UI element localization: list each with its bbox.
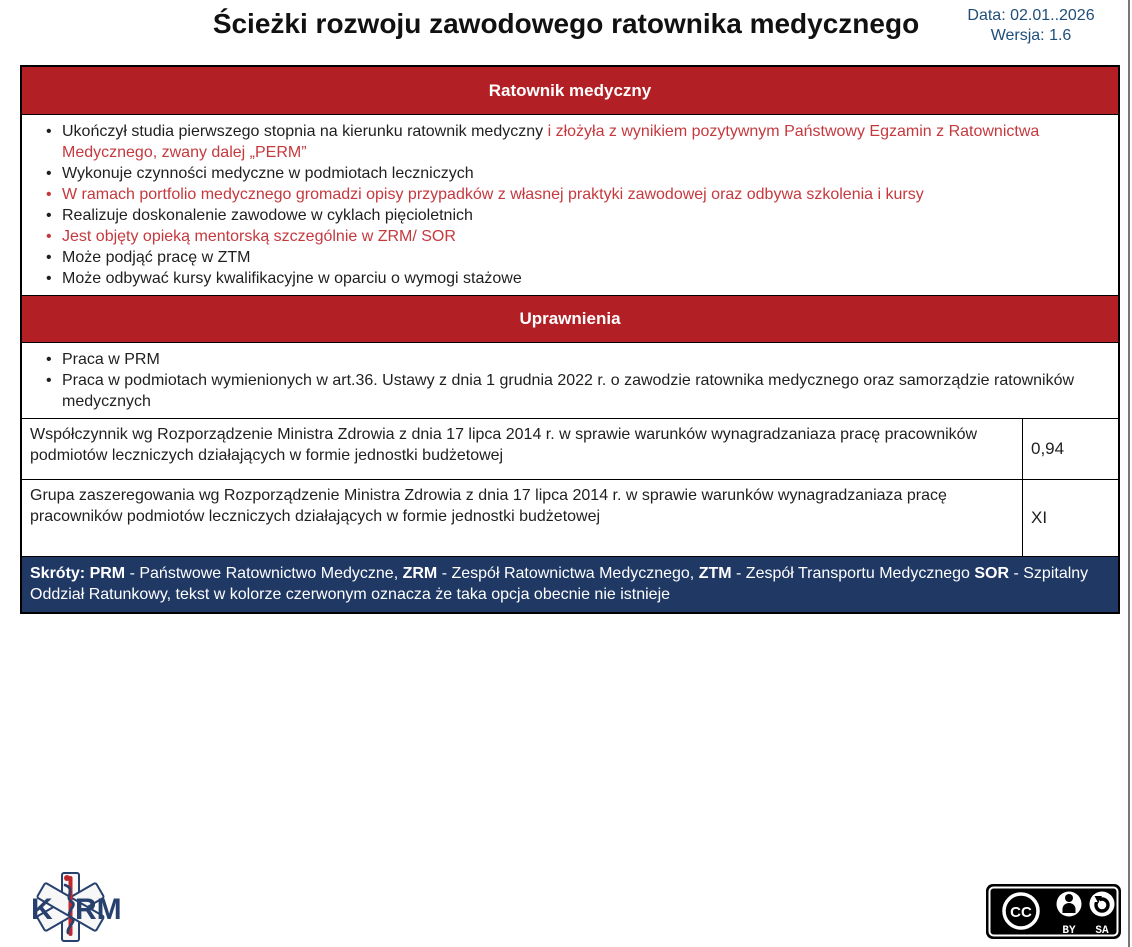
- section-header-uprawnienia: Uprawnienia: [22, 295, 1118, 342]
- bullet-item: [42, 349, 1108, 370]
- row-description: Grupa zaszeregowania wg Rozporządzenie Ministra Zdrowia z dnia 17 lipca 2014 r. w sprawie warunków wynagradzaniaza pracę pracowników podmiotów leczniczych działających w formie jednostki budżetowej: [22, 480, 1023, 556]
- text-segment: ZTM: [698, 565, 732, 582]
- text-segment: - Zespół Transportu Medycznego: [731, 565, 975, 582]
- date-label: Data: 02.01..2026: [967, 7, 1095, 24]
- bullet-item: [42, 226, 1108, 247]
- bullet-list-ratownik: [22, 114, 1118, 295]
- svg-text:CC: CC: [1010, 904, 1032, 921]
- version-label: Wersja: 1.6: [990, 27, 1072, 44]
- text-segment: Ukończył studia pierwszego stopnia na kierunku ratownik medyczny: [62, 123, 548, 140]
- text-segment: Praca w podmiotach wymienionych w art.36. Ustawy z dnia 1 grudnia 2022 r. o zawodzie ratownika medycznego oraz samorządzie ratowników medycznych: [62, 372, 1075, 410]
- text-segment: Jest objęty opieką mentorską szczególnie w ZRM/ SOR: [62, 228, 456, 245]
- text-segment: SOR: [974, 565, 1010, 582]
- sa-label: SA: [1095, 925, 1109, 937]
- row-description: Współczynnik wg Rozporządzenie Ministra Zdrowia z dnia 17 lipca 2014 r. w sprawie warunków wynagradzaniaza pracę pracowników podmiotów leczniczych działających w formie jednostki budżetowej: [22, 419, 1023, 479]
- cc-by-icon: [1057, 892, 1082, 917]
- text-segment: Może podjąć pracę w ZTM: [62, 249, 251, 266]
- text-segment: W ramach portfolio medycznego gromadzi opisy przypadków z własnej praktyki zawodowej: [62, 186, 712, 203]
- table-row-wspolczynnik: [22, 418, 1118, 479]
- row-value: 0,94: [1031, 439, 1065, 458]
- text-segment: i złożyła z wynikiem pozytywnym Państwowy Egzamin z Ratownictwa Medycznego, zwany dalej „PERM”: [62, 123, 1040, 161]
- bullet-list-uprawnienia: [22, 342, 1118, 418]
- page-title: Ścieżki rozwoju zawodowego ratownika medycznego: [212, 8, 920, 39]
- bullet-item: [42, 205, 1108, 226]
- abbreviations-footer: [22, 556, 1118, 612]
- row-value: XI: [1031, 508, 1048, 527]
- bullet-item: [42, 268, 1108, 289]
- bullet-item: [42, 163, 1108, 184]
- cc-by-sa-license-badge[interactable]: [985, 883, 1122, 940]
- ksrm-logo: [18, 869, 122, 945]
- cc-sa-icon: [1090, 892, 1115, 917]
- bullet-item: [42, 121, 1108, 163]
- logo-letters-rm: RM: [75, 893, 122, 926]
- text-segment: Skróty:: [30, 565, 90, 582]
- logo-letter-k: K: [31, 893, 53, 926]
- text-segment: ZRM: [402, 565, 438, 582]
- career-path-table: [20, 65, 1120, 614]
- text-segment: PRM: [89, 565, 126, 582]
- bullet-item: [42, 184, 1108, 205]
- text-segment: Praca w PRM: [62, 351, 160, 368]
- text-segment: - Państwowe Ratownictwo Medyczne,: [125, 565, 403, 582]
- section-header-ratownik-medyczny: Ratownik medyczny: [22, 67, 1118, 114]
- page-edge-divider: [1128, 0, 1130, 947]
- bullet-item: [42, 370, 1108, 412]
- table-row-grupa: [22, 479, 1118, 556]
- by-label: BY: [1062, 925, 1076, 937]
- text-segment: Realizuje doskonalenie zawodowe w cyklach pięcioletnich: [62, 207, 473, 224]
- bullet-item: [42, 247, 1108, 268]
- text-segment: Wykonuje czynności medyczne w podmiotach leczniczych: [62, 165, 474, 182]
- text-segment: - Szpitalny Oddział Ratunkowy, tekst w kolorze czerwonym oznacza że taka opcja obecnie nie istnieje: [30, 565, 1089, 603]
- text-segment: oraz odbywa szkolenia i kursy: [711, 186, 924, 203]
- text-segment: Może odbywać kursy kwalifikacyjne w oparciu o wymogi stażowe: [62, 270, 522, 287]
- text-segment: - Zespół Ratownictwa Medycznego,: [437, 565, 699, 582]
- document-meta: [946, 6, 1116, 46]
